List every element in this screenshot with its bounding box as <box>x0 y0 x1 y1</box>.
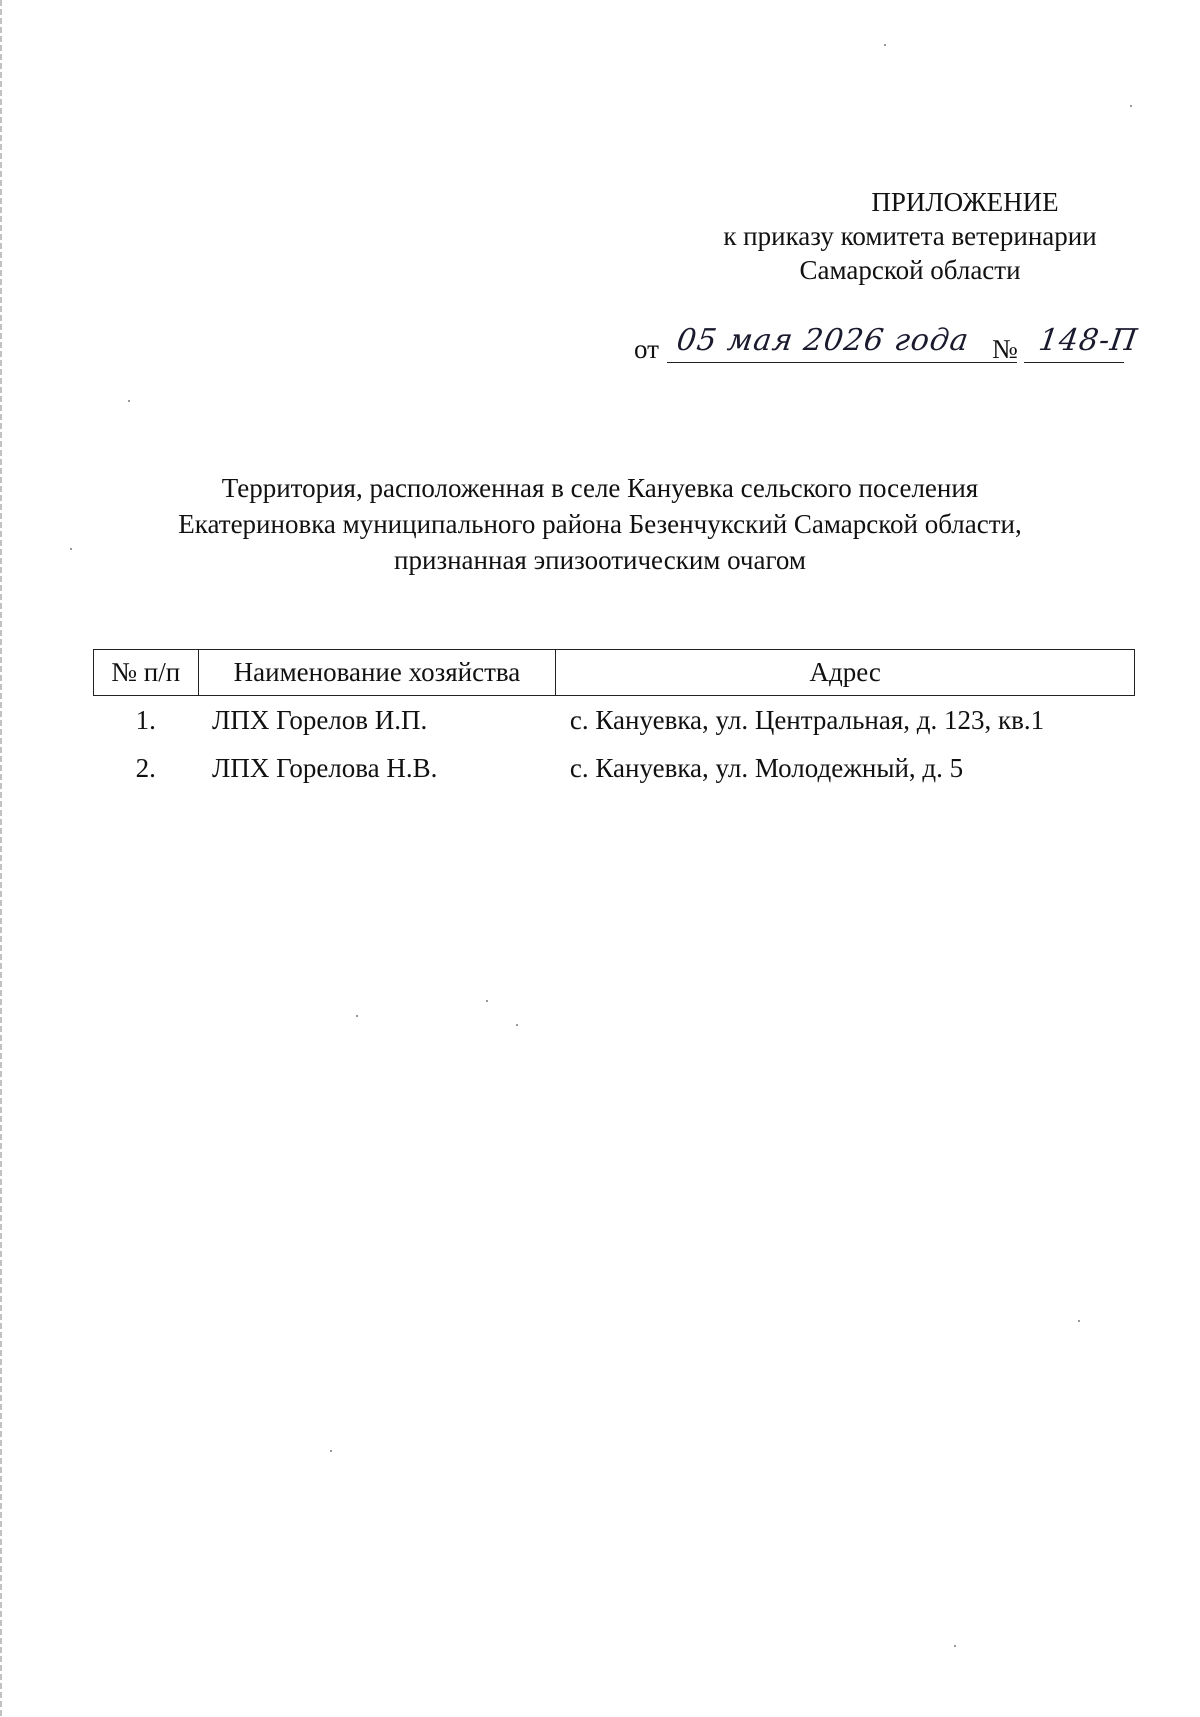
order-number-field <box>1024 320 1141 363</box>
row-address: с. Кануевка, ул. Центральная, д. 123, кв.1 <box>569 704 1045 735</box>
scan-speck <box>70 548 72 550</box>
scan-speck <box>486 1000 488 1002</box>
appendix-line-1: к приказу комитета ветеринарии <box>723 221 1097 251</box>
row-number: 1. <box>135 704 156 735</box>
heading-line-3: признанная эпизоотическим очагом <box>394 545 806 575</box>
column-header-number: № п/п <box>94 650 199 696</box>
order-date-handwritten: 05 мая 2026 года <box>674 323 972 358</box>
order-line <box>634 320 1141 370</box>
scan-speck <box>128 400 130 402</box>
scan-speck <box>884 44 886 46</box>
row-address: с. Кануевка, ул. Молодежный, д. 5 <box>569 752 964 783</box>
table-row <box>94 744 1135 792</box>
order-number-handwritten: 148-П <box>1036 323 1141 358</box>
column-header-address: Адрес <box>556 650 1135 696</box>
scan-speck <box>356 1015 358 1017</box>
scan-speck <box>1130 105 1132 107</box>
appendix-line-2: Самарской области <box>799 255 1021 285</box>
scan-speck <box>330 1450 332 1452</box>
order-date-field <box>667 320 1017 363</box>
scan-speck <box>516 1024 518 1026</box>
scan-speck <box>954 1645 956 1647</box>
order-number-sign: № <box>992 334 1018 364</box>
territory-heading <box>100 470 1100 578</box>
scan-speck <box>1078 1320 1080 1322</box>
table-row <box>94 696 1135 745</box>
row-number: 2. <box>135 752 156 783</box>
column-header-name: Наименование хозяйства <box>198 650 556 696</box>
row-farm-name: ЛПХ Горелов И.П. <box>212 704 428 735</box>
row-farm-name: ЛПХ Горелова Н.В. <box>212 752 438 783</box>
appendix-title: ПРИЛОЖЕНИЕ <box>871 187 1059 217</box>
order-date-prefix: от <box>634 334 659 364</box>
appendix-block <box>640 185 1180 287</box>
heading-line-2: Екатериновка муниципального района Безенчукский Самарской области, <box>178 509 1022 539</box>
scan-edge <box>0 0 2 1717</box>
table-header-row <box>94 650 1135 696</box>
heading-line-1: Территория, расположенная в селе Кануевка сельского поселения <box>221 473 979 503</box>
farms-table <box>93 649 1135 792</box>
